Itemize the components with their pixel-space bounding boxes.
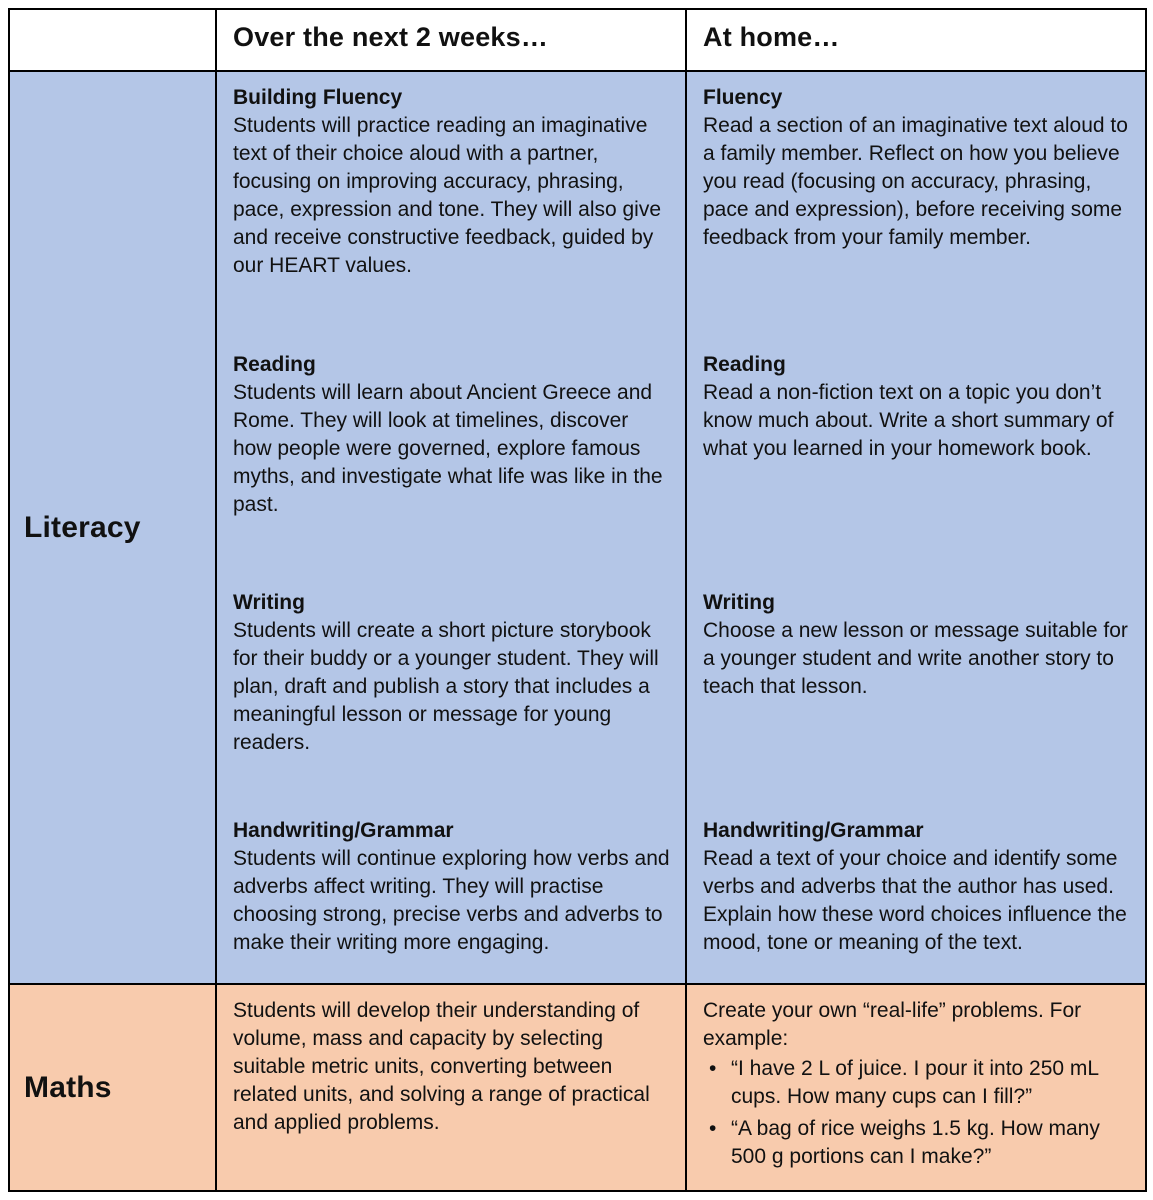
maths-home-cell xyxy=(686,984,1146,1191)
section-title: Writing xyxy=(703,591,775,614)
maths-row xyxy=(9,984,1146,1191)
header-next-two-weeks: Over the next 2 weeks… xyxy=(216,9,686,71)
section-text: Read a text of your choice and identify some verbs and adverbs that the author has used. Explain how these word choices influence the mood, tone or meaning of the text. xyxy=(703,846,1127,954)
bullet-icon: • xyxy=(709,1056,717,1080)
section-reading xyxy=(703,351,1131,589)
list-item xyxy=(703,1115,1131,1171)
list-item xyxy=(703,1055,1131,1111)
literacy-row xyxy=(9,71,1146,984)
section-building-fluency xyxy=(233,84,671,351)
literacy-school-cell xyxy=(216,71,686,984)
section-writing xyxy=(703,589,1131,817)
section-title: Fluency xyxy=(703,86,783,109)
literacy-home-cell xyxy=(686,71,1146,984)
section-title: Building Fluency xyxy=(233,86,403,109)
maths-school-cell xyxy=(216,984,686,1191)
maths-home-intro: Create your own “real-life” problems. For example: xyxy=(703,999,1082,1050)
section-fluency xyxy=(703,84,1131,351)
section-title: Reading xyxy=(703,353,786,376)
section-text: Students will learn about Ancient Greece and Rome. They will look at timelines, discover how people were governed, explore famous myths, and investigate what life was like in the past. xyxy=(233,380,663,516)
section-writing xyxy=(233,589,671,817)
section-handwriting-grammar xyxy=(233,817,671,957)
section-title: Handwriting/Grammar xyxy=(703,819,924,842)
section-text: Students will continue exploring how verbs and adverbs affect writing. They will practise choosing strong, precise verbs and adverbs to make their writing more engaging. xyxy=(233,846,670,954)
section-title: Reading xyxy=(233,353,316,376)
section-text: Students will develop their understanding of volume, mass and capacity by selecting suitable metric units, converting between related units, and solving a range of practical and applied problems. xyxy=(233,999,650,1134)
bullet-icon: • xyxy=(709,1116,717,1140)
header-at-home: At home… xyxy=(686,9,1146,71)
homework-table xyxy=(8,8,1147,1192)
section-title: Writing xyxy=(233,591,305,614)
bullet-text: “A bag of rice weighs 1.5 kg. How many 500 g portions can I make?” xyxy=(731,1116,1100,1168)
bullet-text: “I have 2 L of juice. I pour it into 250 mL cups. How many cups can I fill?” xyxy=(731,1056,1099,1108)
section-reading xyxy=(233,351,671,589)
row-label-literacy: Literacy xyxy=(9,71,216,984)
corner-cell xyxy=(9,9,216,71)
row-label-maths: Maths xyxy=(9,984,216,1191)
section-text: Read a non-fiction text on a topic you don’t know much about. Write a short summary of what you learned in your homework book. xyxy=(703,380,1114,460)
section-text: Choose a new lesson or message suitable for a younger student and write another story to teach that lesson. xyxy=(703,618,1128,698)
section-text: Read a section of an imaginative text aloud to a family member. Reflect on how you believe you read (focusing on accuracy, phrasing, pace and expression), before receiving some feedback from your family member. xyxy=(703,113,1128,249)
section-title: Handwriting/Grammar xyxy=(233,819,454,842)
section-text: Students will practice reading an imaginative text of their choice aloud with a partner, focusing on improving accuracy, phrasing, pace, expression and tone. They will also give and receive constructive feedback, guided by our HEART values. xyxy=(233,113,662,277)
maths-home-bullet-list xyxy=(703,1055,1131,1171)
section-handwriting-grammar xyxy=(703,817,1131,957)
header-row xyxy=(9,9,1146,71)
section-text: Students will create a short picture storybook for their buddy or a younger student. They will plan, draft and publish a story that includes a meaningful lesson or message for young readers. xyxy=(233,618,659,754)
